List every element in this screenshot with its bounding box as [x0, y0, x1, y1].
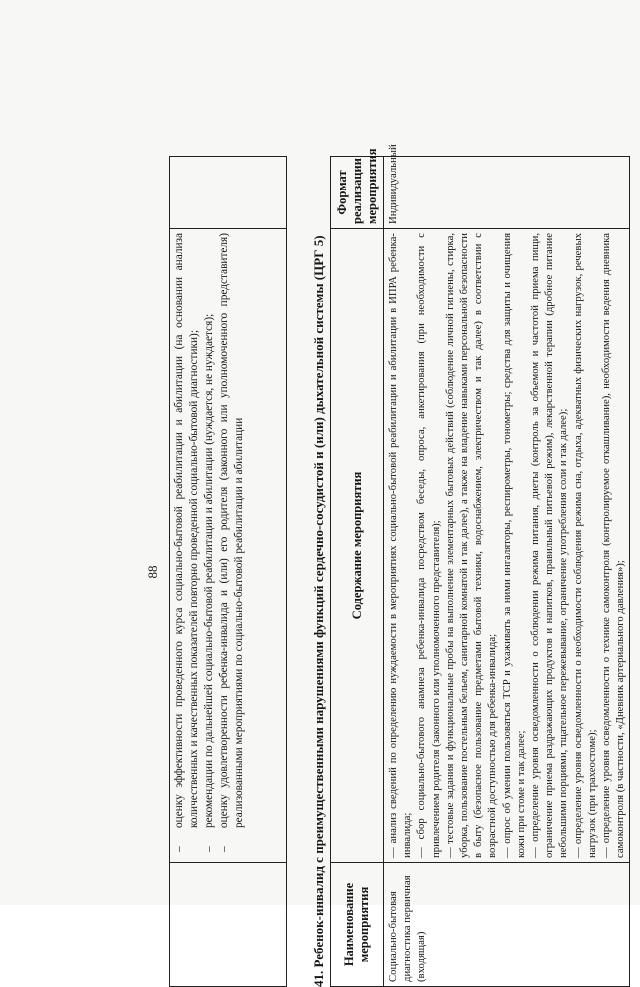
dash-bullet: –	[218, 846, 230, 852]
continuation-contents-cell	[170, 229, 287, 863]
continuation-table	[169, 156, 287, 987]
rotated-document-page	[145, 144, 640, 987]
activities-table	[330, 144, 630, 987]
section-title: 41. Ребенок-инвалид с преимущественными нарушениями функций сердечно-сосудистой и (или) дыхательной системы (ЦРГ 5)	[311, 235, 326, 987]
contents-paragraph: — определение уровня осведомленности о технике самоконтроля (контролируемое откашливание), необходимости ведения дневника самоконтроля (в частности, «Дневник артериального давления»);	[600, 233, 627, 858]
activity-format-cell: Индивидуальный	[384, 157, 630, 229]
list-item-text: оценку удовлетворенности ребенка-инвалида и (или) его родителя (законного или уполномоченного представителя) реализованными мероприятиями по социально-бытовой реабилитации и абилитации	[218, 233, 245, 828]
list-item	[172, 233, 202, 858]
contents-paragraph: — опрос об умении пользоваться ТСР и ухаживать за ними ингаляторы, респирометры, тонометры; средства для защиты и очищения кожи при стоме и так далее;	[500, 233, 527, 858]
activity-name-cell: Социально-бытовая диагностика первичная (входящая)	[384, 863, 630, 987]
bullet-list	[172, 233, 247, 858]
page-number: 88	[145, 565, 160, 579]
list-item-text: рекомендации по дальнейшей социально-бытовой реабилитации и абилитации (нуждается, не нуждается);	[203, 313, 215, 828]
activity-contents-cell	[384, 229, 630, 863]
list-item	[202, 233, 217, 858]
table-row	[384, 157, 630, 987]
table-header-row	[331, 157, 384, 987]
list-item	[217, 233, 247, 858]
contents-paragraph: — определение уровня осведомленности о соблюдении режима питания, диеты (контроль за объемом и частотой приема пищи, ограничение приема раздражающих продуктов и напитков, правильный питьевой режим), лекарственной терапии (дробное питание небольшими порциями, тщательное пережевывание, ограничение употребления соли и так далее);	[529, 233, 570, 858]
column-header-name: Наименование мероприятия	[331, 863, 384, 987]
column-header-format: Формат реализации мероприятия	[331, 157, 384, 229]
contents-paragraph: — определение уровня осведомленности о необходимости соблюдения режима сна, отдыха, адекватных физических нагрузок, речевых нагрузок (при трахеостоме);	[571, 233, 598, 858]
column-header-contents: Содержание мероприятия	[331, 229, 384, 863]
dash-bullet: –	[203, 846, 215, 852]
empty-cell	[170, 157, 287, 229]
dash-bullet: –	[173, 846, 185, 852]
table-row	[170, 157, 287, 987]
contents-paragraph: — анализ сведений по определению нуждаемости в мероприятиях социально-бытовой реабилитации и абилитации в ИПРА ребенка-инвалида;	[387, 233, 414, 858]
list-item-text: оценку эффективности проведенного курса социально-бытовой реабилитации и абилитации (на основании анализа количественных и качественных показателей повторно проведенной социально-бытовой диагностики);	[173, 233, 200, 828]
contents-paragraph: — сбор социально-бытового анамнеза ребенка-инвалида посредством беседы, опроса, анкетирования (при необходимости с привлечением родителя (законного или уполномоченного представителя);	[415, 233, 442, 858]
contents-paragraph: — тестовые задания и функциональные пробы на выполнение элементарных бытовых действий (соблюдение личной гигиены, стирка, уборка, пользование постельным бельем, санитарной комнатой и так далее), а также на владение навыками персональной безопасности в быту (безопасное пользование предметами бытовой техники, водоснабжением, электричеством и так далее) в соответствии с возрастной доступностью для ребенка-инвалида;	[443, 233, 499, 858]
empty-cell	[170, 863, 287, 987]
